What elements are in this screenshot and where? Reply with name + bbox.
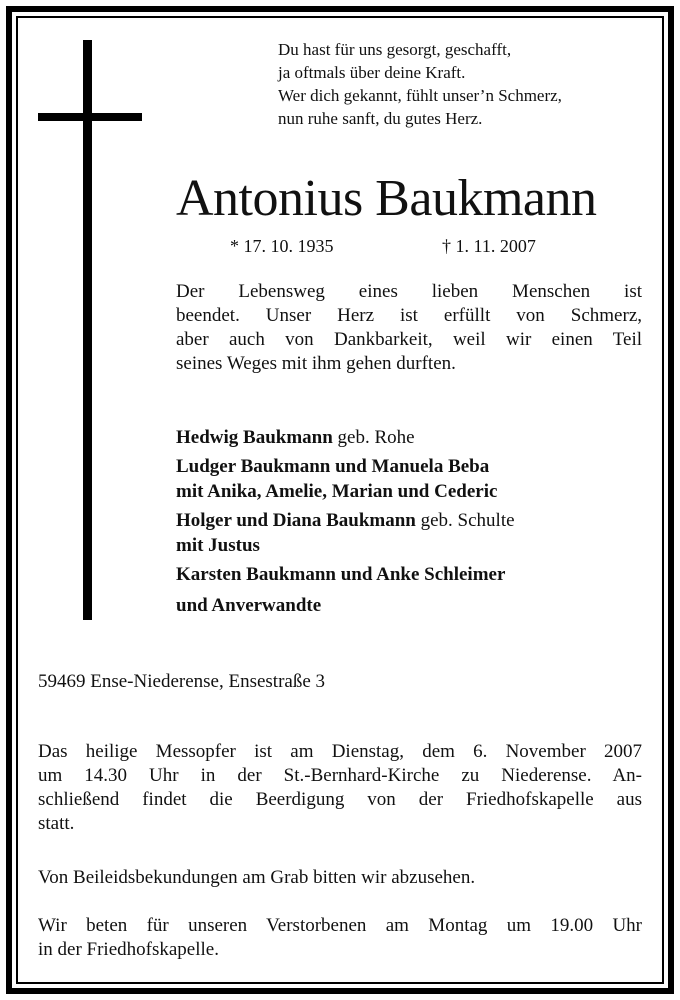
family-children: mit Justus — [176, 535, 260, 556]
family-entry — [176, 593, 646, 618]
family-entry — [176, 508, 646, 558]
address: 59469 Ense-Niederense, Ensestraße 3 — [38, 671, 326, 692]
intro-text — [176, 280, 642, 376]
maiden-name: geb. Schulte — [415, 510, 515, 531]
cross-icon — [83, 40, 92, 620]
family-entry — [176, 454, 646, 504]
family-entry — [176, 562, 646, 587]
service-line: Das heilige Messopfer ist am Dienstag, dem 6. November 2007 — [38, 741, 642, 762]
intro-line: seines Weges mit ihm gehen durften. — [176, 353, 456, 374]
family-entry — [176, 425, 646, 450]
intro-line: beendet. Unser Herz ist erfüllt von Schmerz, — [176, 305, 642, 326]
deceased-name: Antonius Baukmann — [176, 170, 597, 227]
poem-line: nun ruhe sanft, du gutes Herz. — [278, 109, 483, 128]
service-line: schließend findet die Beerdigung von der Friedhofskapelle aus — [38, 789, 642, 810]
service-text — [38, 740, 642, 836]
cross-icon-bar — [38, 113, 142, 121]
prayer-line: in der Friedhofskapelle. — [38, 939, 219, 960]
birth-date: * 17. 10. 1935 — [230, 236, 334, 256]
intro-line: Der Lebensweg eines lieben Menschen ist — [176, 281, 642, 302]
poem-line: ja oftmals über deine Kraft. — [278, 63, 466, 82]
prayer-text — [38, 914, 642, 962]
family-name: Karsten Baukmann und Anke Schleimer — [176, 564, 506, 585]
family-list — [176, 425, 646, 622]
family-name: Ludger Baukmann und Manuela Beba — [176, 456, 490, 477]
condolence-note: Von Beileidsbekundungen am Grab bitten wir abzusehen. — [38, 867, 476, 888]
family-name: Holger und Diana Baukmann — [176, 510, 416, 531]
poem — [278, 38, 658, 130]
prayer-line: Wir beten für unseren Verstorbenen am Montag um 19.00 Uhr — [38, 915, 642, 936]
relatives: und Anverwandte — [176, 595, 322, 616]
intro-line: aber auch von Dankbarkeit, weil wir einen Teil — [176, 329, 642, 350]
poem-line: Wer dich gekannt, fühlt unser’n Schmerz, — [278, 86, 562, 105]
family-children: mit Anika, Amelie, Marian und Cederic — [176, 481, 498, 502]
maiden-name: geb. Rohe — [332, 427, 415, 448]
service-line: statt. — [38, 813, 75, 834]
death-date: † 1. 11. 2007 — [442, 236, 536, 256]
family-name: Hedwig Baukmann — [176, 427, 333, 448]
poem-line: Du hast für uns gesorgt, geschafft, — [278, 40, 512, 59]
service-line: um 14.30 Uhr in der St.-Bernhard-Kirche zu Niederense. An- — [38, 765, 642, 786]
